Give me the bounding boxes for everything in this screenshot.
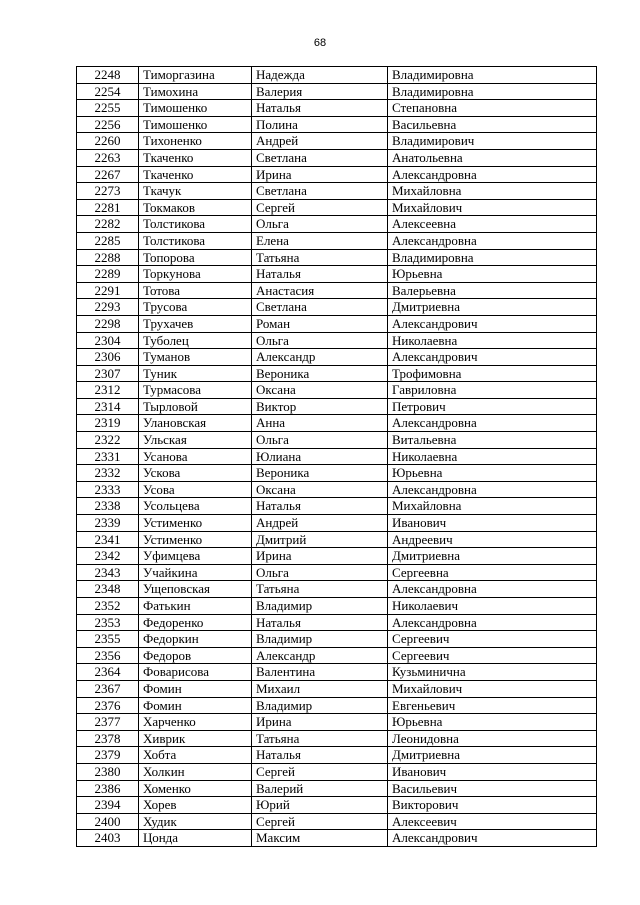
last-name-cell: Фоварисова (139, 664, 252, 681)
patronymic-cell: Михайловна (388, 183, 597, 200)
row-number-cell: 2342 (77, 548, 139, 565)
first-name-cell: Наталья (252, 614, 388, 631)
row-number-cell: 2314 (77, 398, 139, 415)
table-row (77, 830, 597, 847)
table-row (77, 166, 597, 183)
last-name-cell: Хиврик (139, 730, 252, 747)
row-number-cell: 2364 (77, 664, 139, 681)
first-name-cell: Александр (252, 349, 388, 366)
table-row (77, 149, 597, 166)
last-name-cell: Ущеповская (139, 581, 252, 598)
row-number-cell: 2322 (77, 432, 139, 449)
first-name-cell: Владимир (252, 631, 388, 648)
first-name-cell: Ольга (252, 432, 388, 449)
row-number-cell: 2312 (77, 382, 139, 399)
patronymic-cell: Гавриловна (388, 382, 597, 399)
row-number-cell: 2356 (77, 647, 139, 664)
first-name-cell: Максим (252, 830, 388, 847)
first-name-cell: Татьяна (252, 730, 388, 747)
table-row (77, 232, 597, 249)
patronymic-cell: Иванович (388, 763, 597, 780)
last-name-cell: Федоркин (139, 631, 252, 648)
patronymic-cell: Михайлович (388, 199, 597, 216)
last-name-cell: Туболец (139, 332, 252, 349)
patronymic-cell: Сергеевич (388, 631, 597, 648)
row-number-cell: 2267 (77, 166, 139, 183)
row-number-cell: 2281 (77, 199, 139, 216)
table-row (77, 365, 597, 382)
table-row (77, 249, 597, 266)
last-name-cell: Учайкина (139, 564, 252, 581)
row-number-cell: 2379 (77, 747, 139, 764)
row-number-cell: 2331 (77, 448, 139, 465)
row-number-cell: 2380 (77, 763, 139, 780)
patronymic-cell: Александровна (388, 166, 597, 183)
table-row (77, 797, 597, 814)
last-name-cell: Улановская (139, 415, 252, 432)
patronymic-cell: Трофимовна (388, 365, 597, 382)
row-number-cell: 2367 (77, 680, 139, 697)
roster-table-body (77, 67, 597, 847)
last-name-cell: Ткаченко (139, 166, 252, 183)
row-number-cell: 2332 (77, 465, 139, 482)
first-name-cell: Светлана (252, 183, 388, 200)
row-number-cell: 2377 (77, 714, 139, 731)
first-name-cell: Полина (252, 116, 388, 133)
last-name-cell: Фомин (139, 697, 252, 714)
first-name-cell: Сергей (252, 199, 388, 216)
table-row (77, 216, 597, 233)
first-name-cell: Андрей (252, 515, 388, 532)
patronymic-cell: Михайлович (388, 680, 597, 697)
first-name-cell: Наталья (252, 266, 388, 283)
row-number-cell: 2288 (77, 249, 139, 266)
table-row (77, 498, 597, 515)
table-row (77, 266, 597, 283)
first-name-cell: Вероника (252, 365, 388, 382)
patronymic-cell: Иванович (388, 515, 597, 532)
first-name-cell: Наталья (252, 747, 388, 764)
row-number-cell: 2256 (77, 116, 139, 133)
patronymic-cell: Леонидовна (388, 730, 597, 747)
patronymic-cell: Юрьевна (388, 266, 597, 283)
patronymic-cell: Сергеевич (388, 647, 597, 664)
patronymic-cell: Юрьевна (388, 714, 597, 731)
patronymic-cell: Евгеньевич (388, 697, 597, 714)
last-name-cell: Токмаков (139, 199, 252, 216)
table-row (77, 183, 597, 200)
patronymic-cell: Викторович (388, 797, 597, 814)
first-name-cell: Ирина (252, 166, 388, 183)
row-number-cell: 2307 (77, 365, 139, 382)
first-name-cell: Виктор (252, 398, 388, 415)
table-row (77, 614, 597, 631)
patronymic-cell: Владимирович (388, 133, 597, 150)
last-name-cell: Устименко (139, 531, 252, 548)
last-name-cell: Тотова (139, 282, 252, 299)
last-name-cell: Худик (139, 813, 252, 830)
table-row (77, 282, 597, 299)
patronymic-cell: Дмитриевна (388, 299, 597, 316)
table-row (77, 763, 597, 780)
row-number-cell: 2348 (77, 581, 139, 598)
first-name-cell: Ольга (252, 332, 388, 349)
row-number-cell: 2341 (77, 531, 139, 548)
table-row (77, 67, 597, 84)
last-name-cell: Усанова (139, 448, 252, 465)
patronymic-cell: Александровна (388, 481, 597, 498)
table-row (77, 83, 597, 100)
table-row (77, 714, 597, 731)
first-name-cell: Владимир (252, 598, 388, 615)
last-name-cell: Топорова (139, 249, 252, 266)
last-name-cell: Хобта (139, 747, 252, 764)
row-number-cell: 2338 (77, 498, 139, 515)
last-name-cell: Туник (139, 365, 252, 382)
table-row (77, 531, 597, 548)
row-number-cell: 2339 (77, 515, 139, 532)
first-name-cell: Валерия (252, 83, 388, 100)
row-number-cell: 2285 (77, 232, 139, 249)
patronymic-cell: Владимировна (388, 249, 597, 266)
last-name-cell: Федоров (139, 647, 252, 664)
first-name-cell: Елена (252, 232, 388, 249)
first-name-cell: Наталья (252, 498, 388, 515)
first-name-cell: Татьяна (252, 249, 388, 266)
patronymic-cell: Владимировна (388, 67, 597, 84)
patronymic-cell: Валерьевна (388, 282, 597, 299)
last-name-cell: Турмасова (139, 382, 252, 399)
patronymic-cell: Кузьминична (388, 664, 597, 681)
patronymic-cell: Александрович (388, 349, 597, 366)
table-row (77, 780, 597, 797)
first-name-cell: Оксана (252, 382, 388, 399)
row-number-cell: 2400 (77, 813, 139, 830)
last-name-cell: Туманов (139, 349, 252, 366)
patronymic-cell: Степановна (388, 100, 597, 117)
patronymic-cell: Алексеевна (388, 216, 597, 233)
patronymic-cell: Анатольевна (388, 149, 597, 166)
last-name-cell: Хоменко (139, 780, 252, 797)
row-number-cell: 2260 (77, 133, 139, 150)
table-row (77, 116, 597, 133)
table-row (77, 481, 597, 498)
row-number-cell: 2386 (77, 780, 139, 797)
last-name-cell: Холкин (139, 763, 252, 780)
patronymic-cell: Владимировна (388, 83, 597, 100)
row-number-cell: 2255 (77, 100, 139, 117)
first-name-cell: Ольга (252, 216, 388, 233)
row-number-cell: 2291 (77, 282, 139, 299)
table-row (77, 680, 597, 697)
last-name-cell: Фомин (139, 680, 252, 697)
first-name-cell: Александр (252, 647, 388, 664)
patronymic-cell: Александровна (388, 415, 597, 432)
patronymic-cell: Александровна (388, 614, 597, 631)
row-number-cell: 2282 (77, 216, 139, 233)
first-name-cell: Светлана (252, 299, 388, 316)
last-name-cell: Толстикова (139, 216, 252, 233)
first-name-cell: Валентина (252, 664, 388, 681)
first-name-cell: Анна (252, 415, 388, 432)
last-name-cell: Тиморгазина (139, 67, 252, 84)
row-number-cell: 2306 (77, 349, 139, 366)
first-name-cell: Ирина (252, 548, 388, 565)
patronymic-cell: Витальевна (388, 432, 597, 449)
row-number-cell: 2248 (77, 67, 139, 84)
table-row (77, 100, 597, 117)
first-name-cell: Ольга (252, 564, 388, 581)
table-row (77, 581, 597, 598)
row-number-cell: 2273 (77, 183, 139, 200)
table-row (77, 382, 597, 399)
last-name-cell: Тимохина (139, 83, 252, 100)
patronymic-cell: Александровна (388, 581, 597, 598)
row-number-cell: 2293 (77, 299, 139, 316)
table-row (77, 448, 597, 465)
table-row (77, 515, 597, 532)
row-number-cell: 2304 (77, 332, 139, 349)
table-row (77, 332, 597, 349)
row-number-cell: 2352 (77, 598, 139, 615)
last-name-cell: Тимошенко (139, 100, 252, 117)
table-row (77, 315, 597, 332)
patronymic-cell: Александрович (388, 830, 597, 847)
row-number-cell: 2289 (77, 266, 139, 283)
last-name-cell: Цонда (139, 830, 252, 847)
last-name-cell: Ткачук (139, 183, 252, 200)
row-number-cell: 2376 (77, 697, 139, 714)
row-number-cell: 2403 (77, 830, 139, 847)
table-row (77, 564, 597, 581)
row-number-cell: 2353 (77, 614, 139, 631)
table-row (77, 647, 597, 664)
first-name-cell: Владимир (252, 697, 388, 714)
first-name-cell: Валерий (252, 780, 388, 797)
row-number-cell: 2254 (77, 83, 139, 100)
table-row (77, 730, 597, 747)
first-name-cell: Анастасия (252, 282, 388, 299)
last-name-cell: Толстикова (139, 232, 252, 249)
last-name-cell: Устименко (139, 515, 252, 532)
row-number-cell: 2298 (77, 315, 139, 332)
first-name-cell: Татьяна (252, 581, 388, 598)
table-row (77, 697, 597, 714)
table-row (77, 813, 597, 830)
first-name-cell: Роман (252, 315, 388, 332)
last-name-cell: Тырловой (139, 398, 252, 415)
first-name-cell: Андрей (252, 133, 388, 150)
table-row (77, 664, 597, 681)
last-name-cell: Уфимцева (139, 548, 252, 565)
first-name-cell: Наталья (252, 100, 388, 117)
table-row (77, 398, 597, 415)
patronymic-cell: Николаевна (388, 332, 597, 349)
last-name-cell: Тимошенко (139, 116, 252, 133)
patronymic-cell: Сергеевна (388, 564, 597, 581)
patronymic-cell: Васильевна (388, 116, 597, 133)
last-name-cell: Усольцева (139, 498, 252, 515)
table-row (77, 747, 597, 764)
patronymic-cell: Андреевич (388, 531, 597, 548)
table-row (77, 133, 597, 150)
patronymic-cell: Алексеевич (388, 813, 597, 830)
last-name-cell: Фатькин (139, 598, 252, 615)
last-name-cell: Харченко (139, 714, 252, 731)
patronymic-cell: Александровна (388, 232, 597, 249)
table-row (77, 598, 597, 615)
last-name-cell: Хорев (139, 797, 252, 814)
table-row (77, 631, 597, 648)
patronymic-cell: Васильевич (388, 780, 597, 797)
table-row (77, 299, 597, 316)
patronymic-cell: Петрович (388, 398, 597, 415)
last-name-cell: Ускова (139, 465, 252, 482)
row-number-cell: 2319 (77, 415, 139, 432)
last-name-cell: Трухачев (139, 315, 252, 332)
row-number-cell: 2333 (77, 481, 139, 498)
patronymic-cell: Юрьевна (388, 465, 597, 482)
first-name-cell: Дмитрий (252, 531, 388, 548)
patronymic-cell: Дмитриевна (388, 548, 597, 565)
last-name-cell: Торкунова (139, 266, 252, 283)
table-row (77, 199, 597, 216)
table-row (77, 415, 597, 432)
patronymic-cell: Дмитриевна (388, 747, 597, 764)
first-name-cell: Надежда (252, 67, 388, 84)
last-name-cell: Усова (139, 481, 252, 498)
table-row (77, 465, 597, 482)
row-number-cell: 2343 (77, 564, 139, 581)
row-number-cell: 2355 (77, 631, 139, 648)
first-name-cell: Ирина (252, 714, 388, 731)
first-name-cell: Вероника (252, 465, 388, 482)
row-number-cell: 2378 (77, 730, 139, 747)
table-row (77, 548, 597, 565)
patronymic-cell: Михайловна (388, 498, 597, 515)
table-row (77, 432, 597, 449)
row-number-cell: 2394 (77, 797, 139, 814)
page-number: 68 (313, 37, 327, 49)
first-name-cell: Юлиана (252, 448, 388, 465)
row-number-cell: 2263 (77, 149, 139, 166)
roster-table (76, 66, 597, 847)
first-name-cell: Сергей (252, 813, 388, 830)
first-name-cell: Юрий (252, 797, 388, 814)
table-row (77, 349, 597, 366)
last-name-cell: Трусова (139, 299, 252, 316)
last-name-cell: Ульская (139, 432, 252, 449)
first-name-cell: Сергей (252, 763, 388, 780)
patronymic-cell: Николаевна (388, 448, 597, 465)
patronymic-cell: Николаевич (388, 598, 597, 615)
last-name-cell: Тихоненко (139, 133, 252, 150)
last-name-cell: Федоренко (139, 614, 252, 631)
first-name-cell: Светлана (252, 149, 388, 166)
patronymic-cell: Александрович (388, 315, 597, 332)
first-name-cell: Оксана (252, 481, 388, 498)
first-name-cell: Михаил (252, 680, 388, 697)
last-name-cell: Ткаченко (139, 149, 252, 166)
